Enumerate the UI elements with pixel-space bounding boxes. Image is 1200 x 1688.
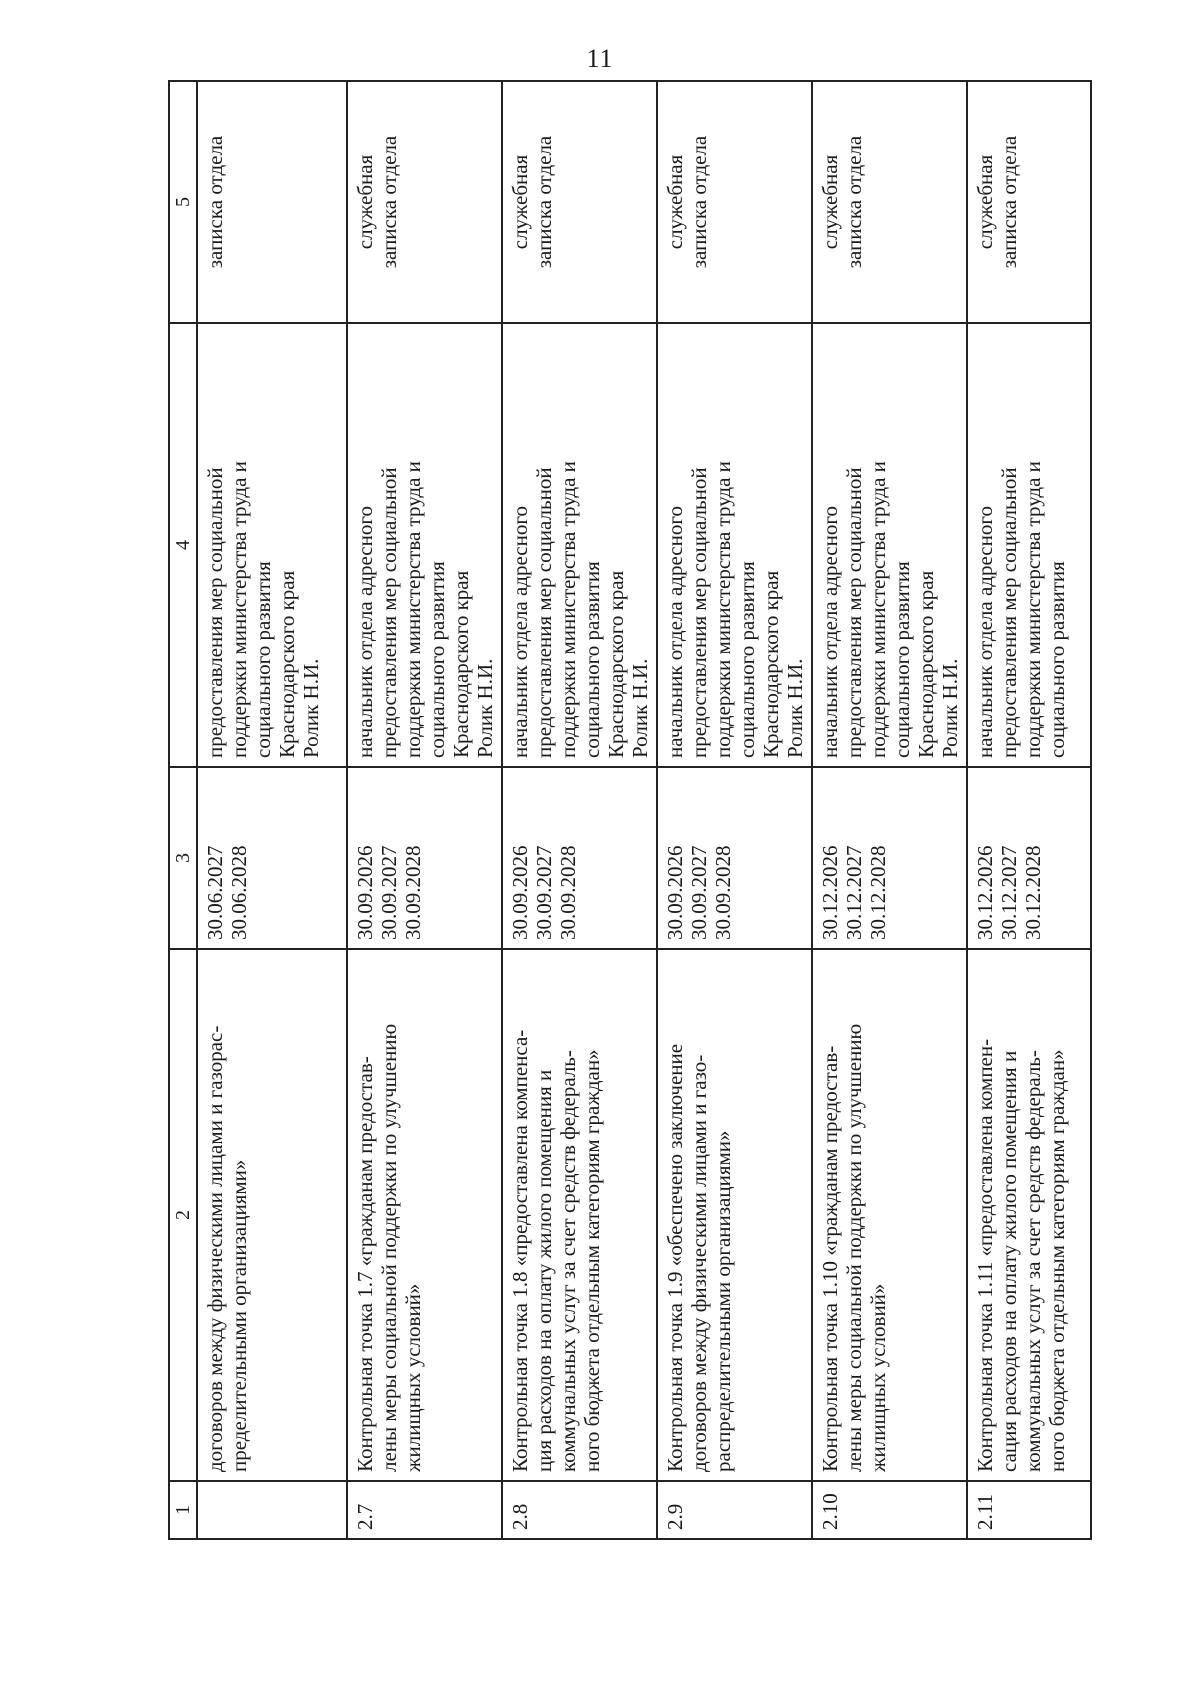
row-description: Контрольная точка 1.11 «предоставлена компен- сация расходов на оплату жилого помещения и коммунальных услуг за счет средств федераль- ного бюджета отдельным категориям граждан» bbox=[967, 949, 1091, 1481]
table-row bbox=[347, 81, 502, 1539]
row-responsible: начальник отдела адресного предоставления мер социальной поддержки министерства труда и социального развития Краснодарского края Ролик Н.И. bbox=[502, 323, 657, 767]
row-dates: 30.09.2026 30.09.2027 30.09.2028 bbox=[347, 767, 502, 949]
row-document: записка отдела bbox=[197, 81, 347, 323]
table-row bbox=[502, 81, 657, 1539]
row-description: Контрольная точка 1.10 «гражданам предостав- лены меры социальной поддержки по улучшению жилищных условий» bbox=[812, 949, 967, 1481]
table-row bbox=[812, 81, 967, 1539]
row-responsible: начальник отдела адресного предоставления мер социальной поддержки министерства труда и социального развития Краснодарского края Ролик Н.И. bbox=[812, 323, 967, 767]
header-col-1: 1 bbox=[169, 1481, 197, 1539]
row-dates: 30.06.2027 30.06.2028 bbox=[197, 767, 347, 949]
row-document: служебная записка отдела bbox=[657, 81, 812, 323]
header-col-5: 5 bbox=[169, 81, 197, 323]
row-number: 2.10 bbox=[812, 1481, 967, 1539]
table-row bbox=[197, 81, 347, 1539]
row-document: служебная записка отдела bbox=[347, 81, 502, 323]
row-responsible: начальник отдела адресного предоставления мер социальной поддержки министерства труда и социального развития Краснодарского края Ролик Н.И. bbox=[657, 323, 812, 767]
schedule-table bbox=[168, 80, 1092, 1540]
row-number: 2.8 bbox=[502, 1481, 657, 1539]
page-number: 11 bbox=[586, 44, 614, 73]
table-row bbox=[657, 81, 812, 1539]
row-number: 2.9 bbox=[657, 1481, 812, 1539]
row-description: Контрольная точка 1.8 «предоставлена компенса- ция расходов на оплату жилого помещения и коммунальных услуг за счет средств федераль- ного бюджета отдельным категориям граждан» bbox=[502, 949, 657, 1481]
row-dates: 30.09.2026 30.09.2027 30.09.2028 bbox=[657, 767, 812, 949]
row-document: служебная записка отдела bbox=[502, 81, 657, 323]
row-description: Контрольная точка 1.9 «обеспечено заключение договоров между физическими лицами и газо- распределительными организациями» bbox=[657, 949, 812, 1481]
row-number: 2.7 bbox=[347, 1481, 502, 1539]
row-responsible: начальник отдела адресного предоставления мер социальной поддержки министерства труда и социального развития Краснодарского края Ролик Н.И. bbox=[347, 323, 502, 767]
row-responsible: предоставления мер социальной поддержки министерства труда и социального развития Краснодарского края Ролик Н.И. bbox=[197, 323, 347, 767]
row-dates: 30.12.2026 30.12.2027 30.12.2028 bbox=[812, 767, 967, 949]
row-number: 2.11 bbox=[967, 1481, 1091, 1539]
header-col-4: 4 bbox=[169, 323, 197, 767]
row-description: Контрольная точка 1.7 «гражданам предостав- лены меры социальной поддержки по улучшению жилищных условий» bbox=[347, 949, 502, 1481]
row-dates: 30.09.2026 30.09.2027 30.09.2028 bbox=[502, 767, 657, 949]
header-col-3: 3 bbox=[169, 767, 197, 949]
table-row bbox=[967, 81, 1091, 1539]
row-document: служебная записка отдела bbox=[812, 81, 967, 323]
row-dates: 30.12.2026 30.12.2027 30.12.2028 bbox=[967, 767, 1091, 949]
row-responsible: начальник отдела адресного предоставления мер социальной поддержки министерства труда и социального развития bbox=[967, 323, 1091, 767]
row-number bbox=[197, 1481, 347, 1539]
table-container bbox=[168, 80, 1069, 1540]
row-description: договоров между физическими лицами и газорас- пределительными организациями» bbox=[197, 949, 347, 1481]
row-document: служебная записка отдела bbox=[967, 81, 1091, 323]
table-header-row bbox=[169, 81, 197, 1539]
header-col-2: 2 bbox=[169, 949, 197, 1481]
